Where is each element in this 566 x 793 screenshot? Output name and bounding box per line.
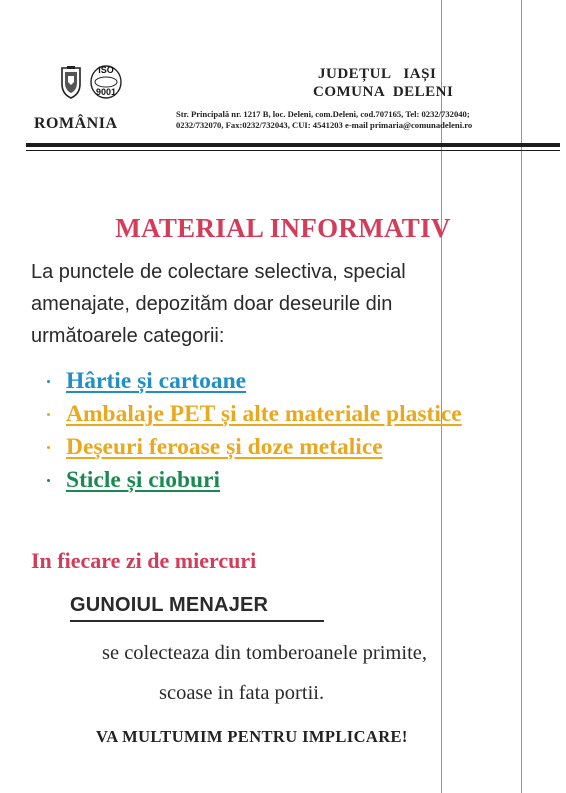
header-divider [26, 143, 560, 147]
list-item [44, 366, 486, 397]
county-name: JUDEȚUL IAȘI [318, 66, 437, 82]
category-label: Deșeuri feroase și doze metalice [66, 434, 383, 460]
list-item [44, 432, 486, 463]
schedule-text: In fiecare zi de miercuri [31, 548, 257, 573]
iso-number: 9001 [95, 87, 117, 97]
address-line: Str. Principală nr. 1217 B, loc. Deleni, com.Deleni, cod.707165, Tel: 0232/732040; [176, 109, 470, 119]
collect-text: se colecteaza din tomberoanele primite, [102, 642, 427, 664]
garbage-heading: GUNOIUL MENAJER [70, 594, 269, 616]
garbage-underline [70, 620, 324, 622]
address-line: 0232/732070, Fax:0232/732043, CUI: 4541203 e-mail primaria@comunadeleni.ro [176, 120, 473, 130]
category-label: Ambalaje PET și alte materiale plastice [66, 401, 462, 427]
coat-of-arms-icon [58, 66, 84, 100]
category-list [44, 366, 486, 498]
bullet-icon [47, 479, 50, 482]
country-name: ROMÂNIA [34, 115, 118, 132]
intro-paragraph: La punctele de colectare selectiva, special amenajate, depozităm doar deseurile din următoarele categorii: [31, 261, 406, 347]
iso-certification-icon [90, 64, 122, 100]
thanks-text: VA MULTUMIM PENTRU IMPLICARE! [96, 727, 408, 746]
bullet-icon [47, 413, 50, 416]
bullet-icon [47, 380, 50, 383]
commune-name: COMUNA DELENI [313, 84, 454, 100]
bullet-icon [47, 446, 50, 449]
category-label: Hârtie și cartoane [66, 368, 247, 394]
taken-out-text: scoase in fata portii. [159, 682, 325, 704]
category-label: Sticle și cioburi [66, 467, 221, 493]
page-title: MATERIAL INFORMATIV [115, 213, 451, 243]
address-block [176, 109, 566, 131]
header-divider [26, 150, 560, 151]
list-item [44, 399, 486, 430]
list-item [44, 465, 486, 496]
iso-label: ISO [98, 65, 114, 75]
